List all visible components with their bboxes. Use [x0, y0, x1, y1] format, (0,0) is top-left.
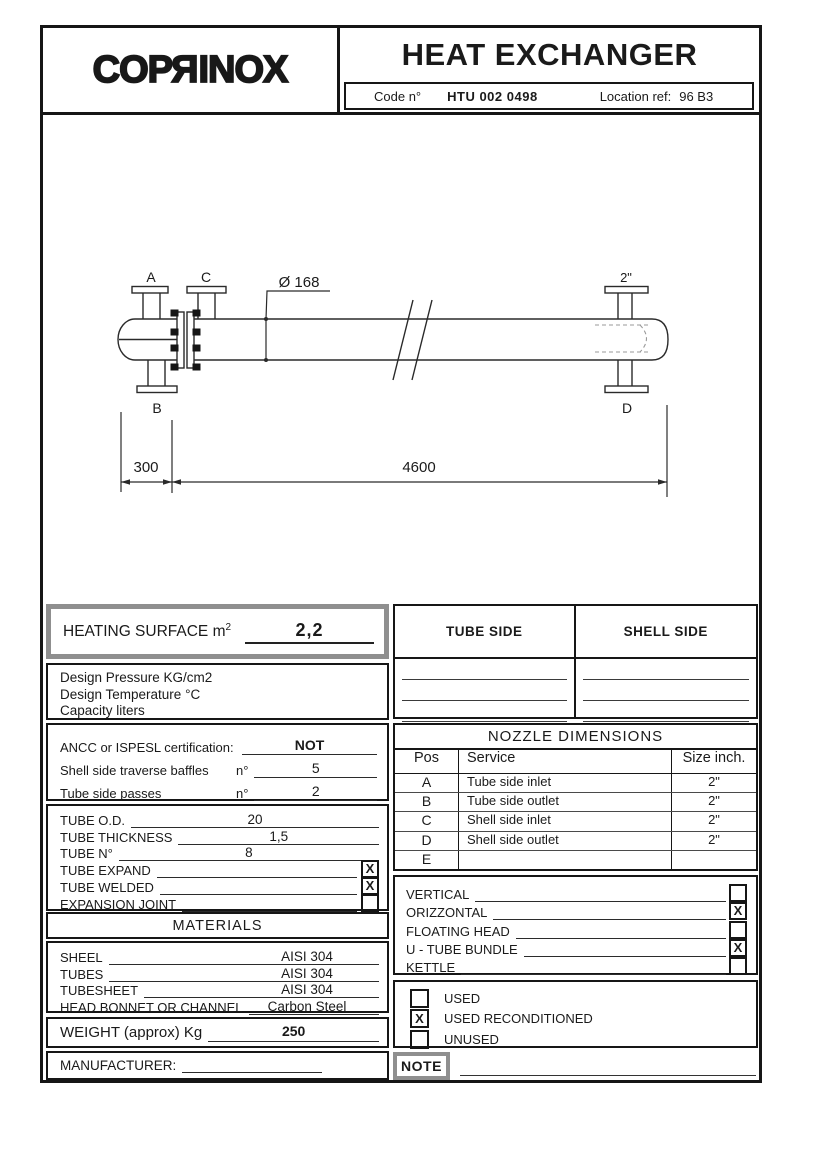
floating-head-label: FLOATING HEAD: [406, 923, 510, 939]
logo-text: COP: [92, 48, 172, 91]
nozzle-table-title: NOZZLE DIMENSIONS: [395, 725, 756, 750]
kettle-label: KETTLE: [406, 959, 456, 975]
orizzontal-label: ORIZZONTAL: [406, 905, 488, 921]
used-reconditioned-row: [410, 1009, 756, 1030]
pos-cell: D: [395, 832, 459, 850]
orizzontal-row: [406, 902, 747, 920]
heating-surface-box: [46, 604, 389, 659]
manufacturer-value: [182, 1058, 322, 1073]
size-header: Size inch.: [682, 750, 746, 766]
checkbox-unused: [410, 1030, 429, 1049]
table-row: [395, 793, 756, 812]
unused-row: [410, 1029, 756, 1050]
pos-cell: C: [395, 812, 459, 830]
design-pressure-label: Design Pressure KG/cm2: [60, 670, 213, 685]
expansion-joint-row: [60, 895, 379, 912]
code-value: HTU 002 0498: [447, 88, 538, 104]
label-diameter: Ø 168: [278, 274, 320, 291]
checkbox-orizzontal: X: [729, 902, 747, 920]
page-title: HEAT EXCHANGER: [401, 37, 698, 72]
u-tube-hidden-lines: [595, 325, 650, 352]
tube-od-value: 20: [131, 812, 379, 828]
shell-side-column: [576, 606, 757, 717]
dim-dot: [264, 358, 268, 362]
nozzle-a-neck: [143, 293, 160, 319]
n-label: n°: [236, 763, 249, 778]
materials-title-box: MATERIALS: [46, 912, 389, 939]
location-value: 96 B3: [679, 88, 714, 104]
nozzle-c-neck: [198, 293, 215, 319]
blank-field: [402, 680, 567, 701]
passes-label: Tube side passes: [60, 786, 162, 801]
nozzle-table-header: [395, 750, 756, 774]
note-box: NOTE: [393, 1052, 450, 1080]
size-cell: 2": [708, 774, 720, 789]
nozzle-b-neck: [148, 360, 165, 386]
sheel-label: SHEEL: [60, 949, 103, 965]
checkbox-tube-welded: X: [361, 877, 379, 895]
logo-mirrored-r: R: [172, 48, 199, 91]
nozzle-2in-flange: [605, 287, 648, 294]
tube-side-header: TUBE SIDE: [395, 606, 574, 659]
u-tube-bundle-label: U - TUBE BUNDLE: [406, 941, 518, 957]
checkbox-kettle: [729, 957, 747, 975]
code-label: Code n°: [374, 88, 422, 104]
weight-value: 250: [208, 1023, 379, 1042]
cert-value: NOT: [242, 737, 377, 755]
service-cell: Tube side inlet: [459, 774, 672, 792]
label-dim-300: 300: [133, 459, 159, 476]
pos-cell: A: [395, 774, 459, 792]
nozzle-d-flange: [605, 386, 648, 393]
tubesheet-label: TUBESHEET: [60, 983, 139, 999]
tube-side-column: [395, 606, 576, 717]
certification-row: [60, 732, 377, 755]
flange-bar: [187, 312, 194, 368]
size-cell: 2": [708, 831, 720, 847]
tubes-value: AISI 304: [281, 965, 333, 981]
tube-expand-row: [60, 861, 379, 878]
blank-field: [402, 701, 567, 722]
blank-field: [583, 701, 750, 722]
kettle-row: [406, 957, 747, 975]
head-bonnet-value: Carbon Steel: [267, 999, 347, 1015]
sheel-value: AISI 304: [281, 948, 333, 964]
tube-number-label: TUBE N°: [60, 846, 113, 862]
size-cell: 2": [708, 812, 720, 828]
label-nozzle-d: D: [621, 400, 633, 416]
vertical-row: [406, 884, 747, 902]
checkbox-vertical: [729, 884, 747, 902]
checkbox-floating-head: [729, 921, 747, 939]
shell-body: [194, 319, 652, 360]
orientation-box: [393, 875, 758, 975]
condition-box: [393, 980, 758, 1048]
coprinox-logo: [93, 49, 288, 92]
checkbox-u-tube-bundle: X: [729, 939, 747, 957]
label-dim-4600: 4600: [402, 459, 436, 476]
size-cell: [672, 851, 756, 869]
weight-box: [46, 1017, 389, 1048]
tube-expand-label: TUBE EXPAND: [60, 863, 151, 879]
rule-line: [249, 999, 379, 1015]
technical-drawing: [43, 112, 759, 604]
tube-number-row: [60, 845, 379, 862]
table-row: [395, 832, 756, 851]
used-reconditioned-label: USED RECONDITIONED: [444, 1011, 593, 1027]
pos-header: Pos: [395, 750, 459, 773]
pos-cell: E: [395, 851, 459, 869]
tubesheet-row: [60, 982, 379, 999]
heating-surface-label: HEATING SURFACE $m^2$: [63, 621, 232, 641]
superscript-2: 2: [225, 621, 232, 633]
tube-od-row: [60, 811, 379, 828]
vertical-label: VERTICAL: [406, 887, 470, 903]
tubes-label: TUBES: [60, 966, 104, 982]
diameter-leader-line: [266, 291, 330, 360]
certification-box: [46, 723, 389, 801]
baffles-value: 5: [254, 760, 377, 778]
service-header: Service: [459, 750, 672, 773]
used-row: [410, 988, 756, 1009]
heating-surface-value: 2,2: [245, 620, 374, 644]
manufacturer-box: [46, 1051, 389, 1080]
checkbox-used: [410, 989, 429, 1008]
size-cell: 2": [708, 793, 720, 809]
header: [43, 28, 759, 115]
manufacturer-label: MANUFACTURER:: [60, 1058, 177, 1073]
rule-line: [157, 877, 357, 878]
checkbox-expansion-joint: [361, 894, 379, 912]
sheel-row: [60, 948, 379, 965]
label-nozzle-c: C: [200, 269, 212, 285]
tube-data-box: [46, 804, 389, 911]
note-line: [460, 1075, 756, 1076]
label-nozzle-a: A: [146, 269, 156, 285]
rule-line: [160, 894, 357, 895]
location-label: Location ref:: [599, 88, 672, 104]
cert-label: ANCC or ISPESL certification:: [60, 740, 234, 755]
rule-line: [493, 919, 726, 920]
blank-field: [583, 659, 750, 680]
checkbox-tube-expand: X: [361, 860, 379, 878]
sides-table: [393, 604, 758, 719]
tube-thickness-row: [60, 828, 379, 845]
tube-welded-label: TUBE WELDED: [60, 879, 154, 895]
shell-side-header: SHELL SIDE: [576, 606, 757, 659]
nozzle-a-flange: [132, 287, 168, 294]
used-label: USED: [444, 990, 481, 1006]
label-nozzle-b: B: [152, 400, 162, 416]
tube-od-label: TUBE O.D.: [60, 812, 126, 828]
checkbox-used-reconditioned: X: [410, 1009, 429, 1028]
table-row: [395, 774, 756, 793]
design-conditions-box: [46, 663, 389, 720]
service-cell: Tube side outlet: [459, 793, 672, 811]
n-label: n°: [236, 786, 249, 801]
heat-exchanger-drawing: [43, 112, 759, 604]
service-cell: Shell side outlet: [459, 832, 672, 850]
code-bar: [344, 82, 754, 110]
nozzle-d-neck: [618, 360, 632, 386]
expansion-joint-label: EXPANSION JOINT: [60, 896, 177, 912]
baffles-row: [60, 755, 377, 778]
logo-cell: [43, 28, 340, 112]
blank-field: [583, 680, 750, 701]
baffles-label: Shell side traverse baffles: [60, 763, 209, 778]
break-lines: [393, 300, 432, 380]
blank-field: [402, 659, 567, 680]
rule-line: [524, 956, 726, 957]
floating-head-row: [406, 920, 747, 938]
nozzle-dimensions-table: [393, 723, 758, 871]
service-cell: Shell side inlet: [459, 812, 672, 830]
head-bonnet-row: [60, 998, 379, 1015]
nozzle-c-flange: [187, 287, 226, 294]
service-cell: [459, 851, 672, 869]
dim-dot: [264, 317, 268, 321]
table-row: [395, 851, 756, 869]
tubes-row: [60, 965, 379, 982]
passes-value: 2: [254, 783, 377, 801]
passes-row: [60, 778, 377, 801]
head-bonnet-label: HEAD BONNET OR CHANNEL: [60, 1000, 243, 1016]
right-cap: [652, 319, 668, 360]
capacity-label: Capacity liters: [60, 703, 145, 718]
weight-label: WEIGHT (approx) Kg: [60, 1024, 203, 1041]
nozzle-2in-neck: [618, 293, 632, 319]
nozzle-b-flange: [137, 386, 177, 393]
materials-box: [46, 941, 389, 1016]
tube-number-value: 8: [119, 845, 379, 861]
datasheet-page: [40, 25, 762, 1083]
tube-welded-row: [60, 878, 379, 895]
tubesheet-value: AISI 304: [281, 982, 333, 998]
rule-line: [461, 974, 726, 975]
unused-label: UNUSED: [444, 1031, 499, 1047]
title-cell: [340, 28, 759, 112]
tube-thickness-label: TUBE THICKNESS: [60, 829, 173, 845]
flange-bar: [177, 312, 184, 368]
rule-line: [516, 938, 726, 939]
table-row: [395, 812, 756, 831]
pos-cell: B: [395, 793, 459, 811]
u-tube-bundle-row: [406, 939, 747, 957]
logo-text: INOX: [198, 48, 288, 91]
design-temperature-label: Design Temperature °C: [60, 686, 201, 702]
rule-line: [475, 901, 726, 902]
tube-thickness-value: 1,5: [178, 829, 379, 845]
label-nozzle-2in: 2": [620, 270, 632, 285]
